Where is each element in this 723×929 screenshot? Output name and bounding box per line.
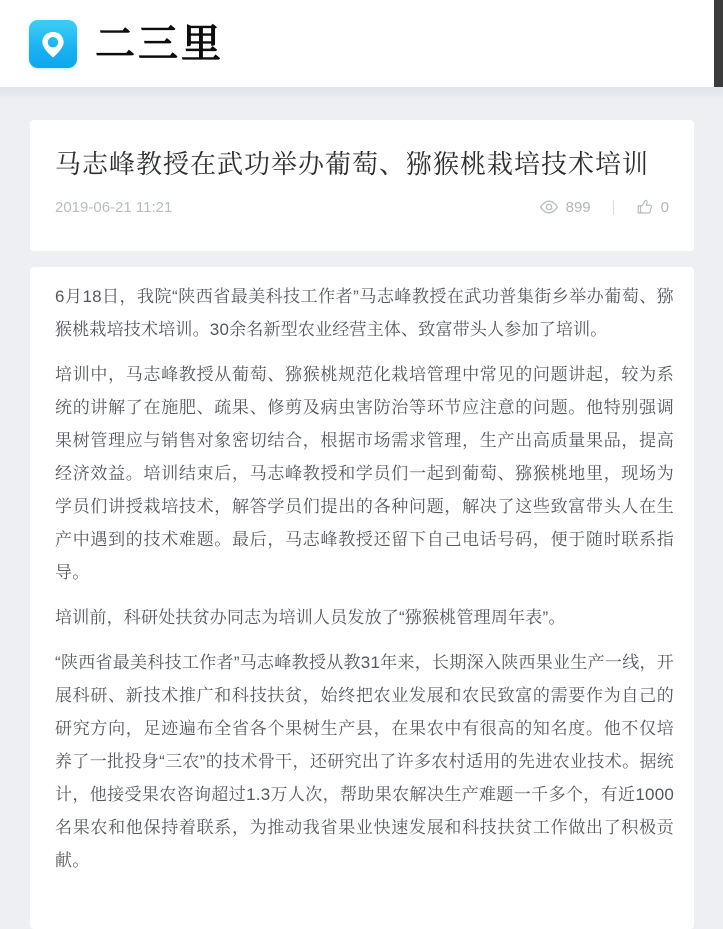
- scrollbar-thumb[interactable]: [714, 0, 723, 87]
- location-pin-icon: [29, 20, 77, 68]
- article-paragraph: “陕西省最美科技工作者”马志峰教授从教31年来，长期深入陕西果业生产一线，开展科研、新技术推广和科技扶贫，始终把农业发展和农民致富的需要作为自己的研究方向，足迹遍布全省各个果树生产县，在果农中有很高的知名度。他不仅培养了一批投身“三农”的技术骨干，还研究出了许多农村适用的先进农业技术。据统计，他接受果农咨询超过1.3万人次，帮助果农解决生产难题一千多个，有近1000名果农和他保持着联系，为推动我省果业快速发展和科技扶贫工作做出了积极贡献。: [55, 653, 674, 870]
- article-body-card: [30, 267, 694, 929]
- article-title: 马志峰教授在武功举办葡萄、猕猴桃栽培技术培训: [55, 149, 650, 179]
- site-logo-text: 二三里: [95, 21, 224, 66]
- article-date: 2019-06-21 11:21: [55, 198, 173, 216]
- article-paragraph: 6月18日，我院“陕西省最美科技工作者”马志峰教授在武功普集街乡举办葡萄、猕猴桃栽培技术培训。30余名新型农业经营主体、致富带头人参加了培训。: [55, 287, 674, 339]
- article-header-card: [30, 120, 694, 251]
- page-content: [0, 87, 723, 870]
- like-count: 0: [660, 198, 669, 216]
- views-eye-icon: [539, 199, 559, 215]
- view-count: 899: [565, 198, 591, 216]
- article-meta: [55, 198, 669, 216]
- site-logo[interactable]: [29, 20, 224, 68]
- thumbs-up-icon: [636, 198, 654, 216]
- like-button[interactable]: [636, 198, 669, 216]
- meta-divider: [613, 200, 614, 215]
- article-content: [55, 280, 674, 877]
- article-paragraph: 培训中，马志峰教授从葡萄、猕猴桃规范化栽培管理中常见的问题讲起，较为系统的讲解了在施肥、疏果、修剪及病虫害防治等环节应注意的问题。他特别强调果树管理应与销售对象密切结合，根据市场需求管理，生产出高质量果品，提高经济效益。培训结束后，马志峰教授和学员们一起到葡萄、猕猴桃地里，现场为学员们讲授栽培技术，解答学员们提出的各种问题，解决了这些致富带头人在生产中遇到的技术难题。最后，马志峰教授还留下自己电话号码，便于随时联系指导。: [55, 365, 674, 582]
- site-header: [0, 0, 723, 87]
- article-paragraph: 培训前，科研处扶贫办同志为培训人员发放了“猕猴桃管理周年表”。: [55, 608, 566, 627]
